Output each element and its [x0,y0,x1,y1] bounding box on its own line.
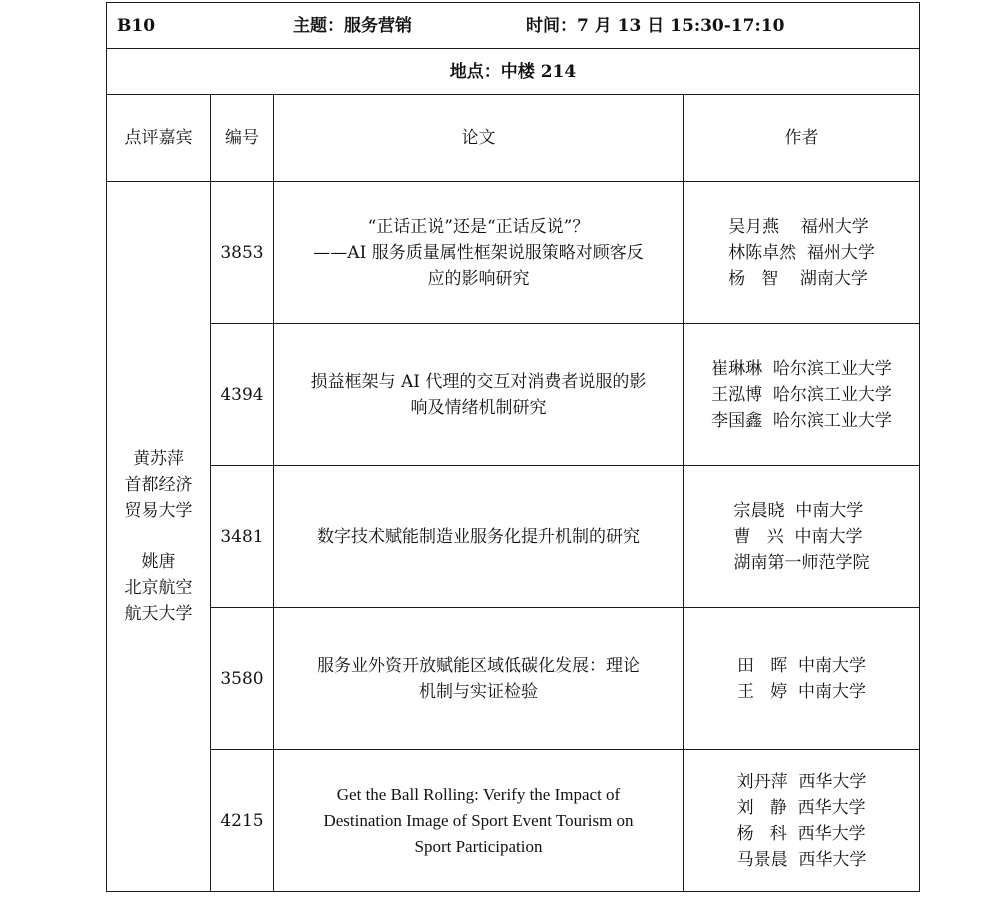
schedule-table [106,2,920,892]
reviewer-2-name: 姚唐 [141,552,176,572]
table-row [107,608,920,750]
reviewer-1-name: 黄苏萍 [133,449,184,469]
session-header-row [107,3,920,49]
session-code: B10 [117,16,156,36]
paper-title: Get the Ball Rolling: Verify the Impact of Destination Image of Sport Event Tourism on Sport Participation [274,750,684,892]
reviewer-1-affiliation-line: 贸易大学 [124,501,193,521]
table-row [107,466,920,608]
column-header-paper: 论文 [274,95,684,182]
session-schedule [106,2,919,892]
paper-authors: 田 晖 中南大学 王 婷 中南大学 [684,608,920,750]
table-row [107,750,920,892]
paper-number: 4215 [211,750,274,892]
reviewer-2-affiliation-line: 北京航空 [124,578,193,598]
paper-number: 3853 [211,182,274,324]
table-row [107,324,920,466]
paper-title: 数字技术赋能制造业服务化提升机制的研究 [274,466,684,608]
column-header-reviewer: 点评嘉宾 [107,95,211,182]
column-header-authors: 作者 [684,95,920,182]
session-topic: 主题：服务营销 [293,16,412,36]
reviewer-cell [107,182,211,892]
column-header-number: 编号 [211,95,274,182]
paper-authors: 吴月燕 福州大学 林陈卓然 福州大学 杨 智 湖南大学 [684,182,920,324]
table-row [107,182,920,324]
paper-authors: 崔琳琳 哈尔滨工业大学 王泓博 哈尔滨工业大学 李国鑫 哈尔滨工业大学 [684,324,920,466]
reviewer-2-affiliation-line: 航天大学 [124,604,193,624]
session-time: 时间：7 月 13 日 15:30-17:10 [526,16,785,36]
location-row [107,49,920,95]
paper-title: “正话正说”还是“正话反说”？ ——AI 服务质量属性框架说服策略对顾客反 应的影响研究 [274,182,684,324]
paper-number: 3481 [211,466,274,608]
reviewer-1-affiliation-line: 首都经济 [124,475,193,495]
paper-title: 损益框架与 AI 代理的交互对消费者说服的影 响及情绪机制研究 [274,324,684,466]
paper-number: 4394 [211,324,274,466]
paper-number: 3580 [211,608,274,750]
paper-title: 服务业外资开放赋能区域低碳化发展：理论 机制与实证检验 [274,608,684,750]
paper-authors: 刘丹萍 西华大学 刘 静 西华大学 杨 科 西华大学 马景晨 西华大学 [684,750,920,892]
paper-authors: 宗晨晓 中南大学 曹 兴 中南大学 湖南第一师范学院 [684,466,920,608]
session-location: 地点：中楼 214 [107,49,920,95]
column-header-row [107,95,920,182]
